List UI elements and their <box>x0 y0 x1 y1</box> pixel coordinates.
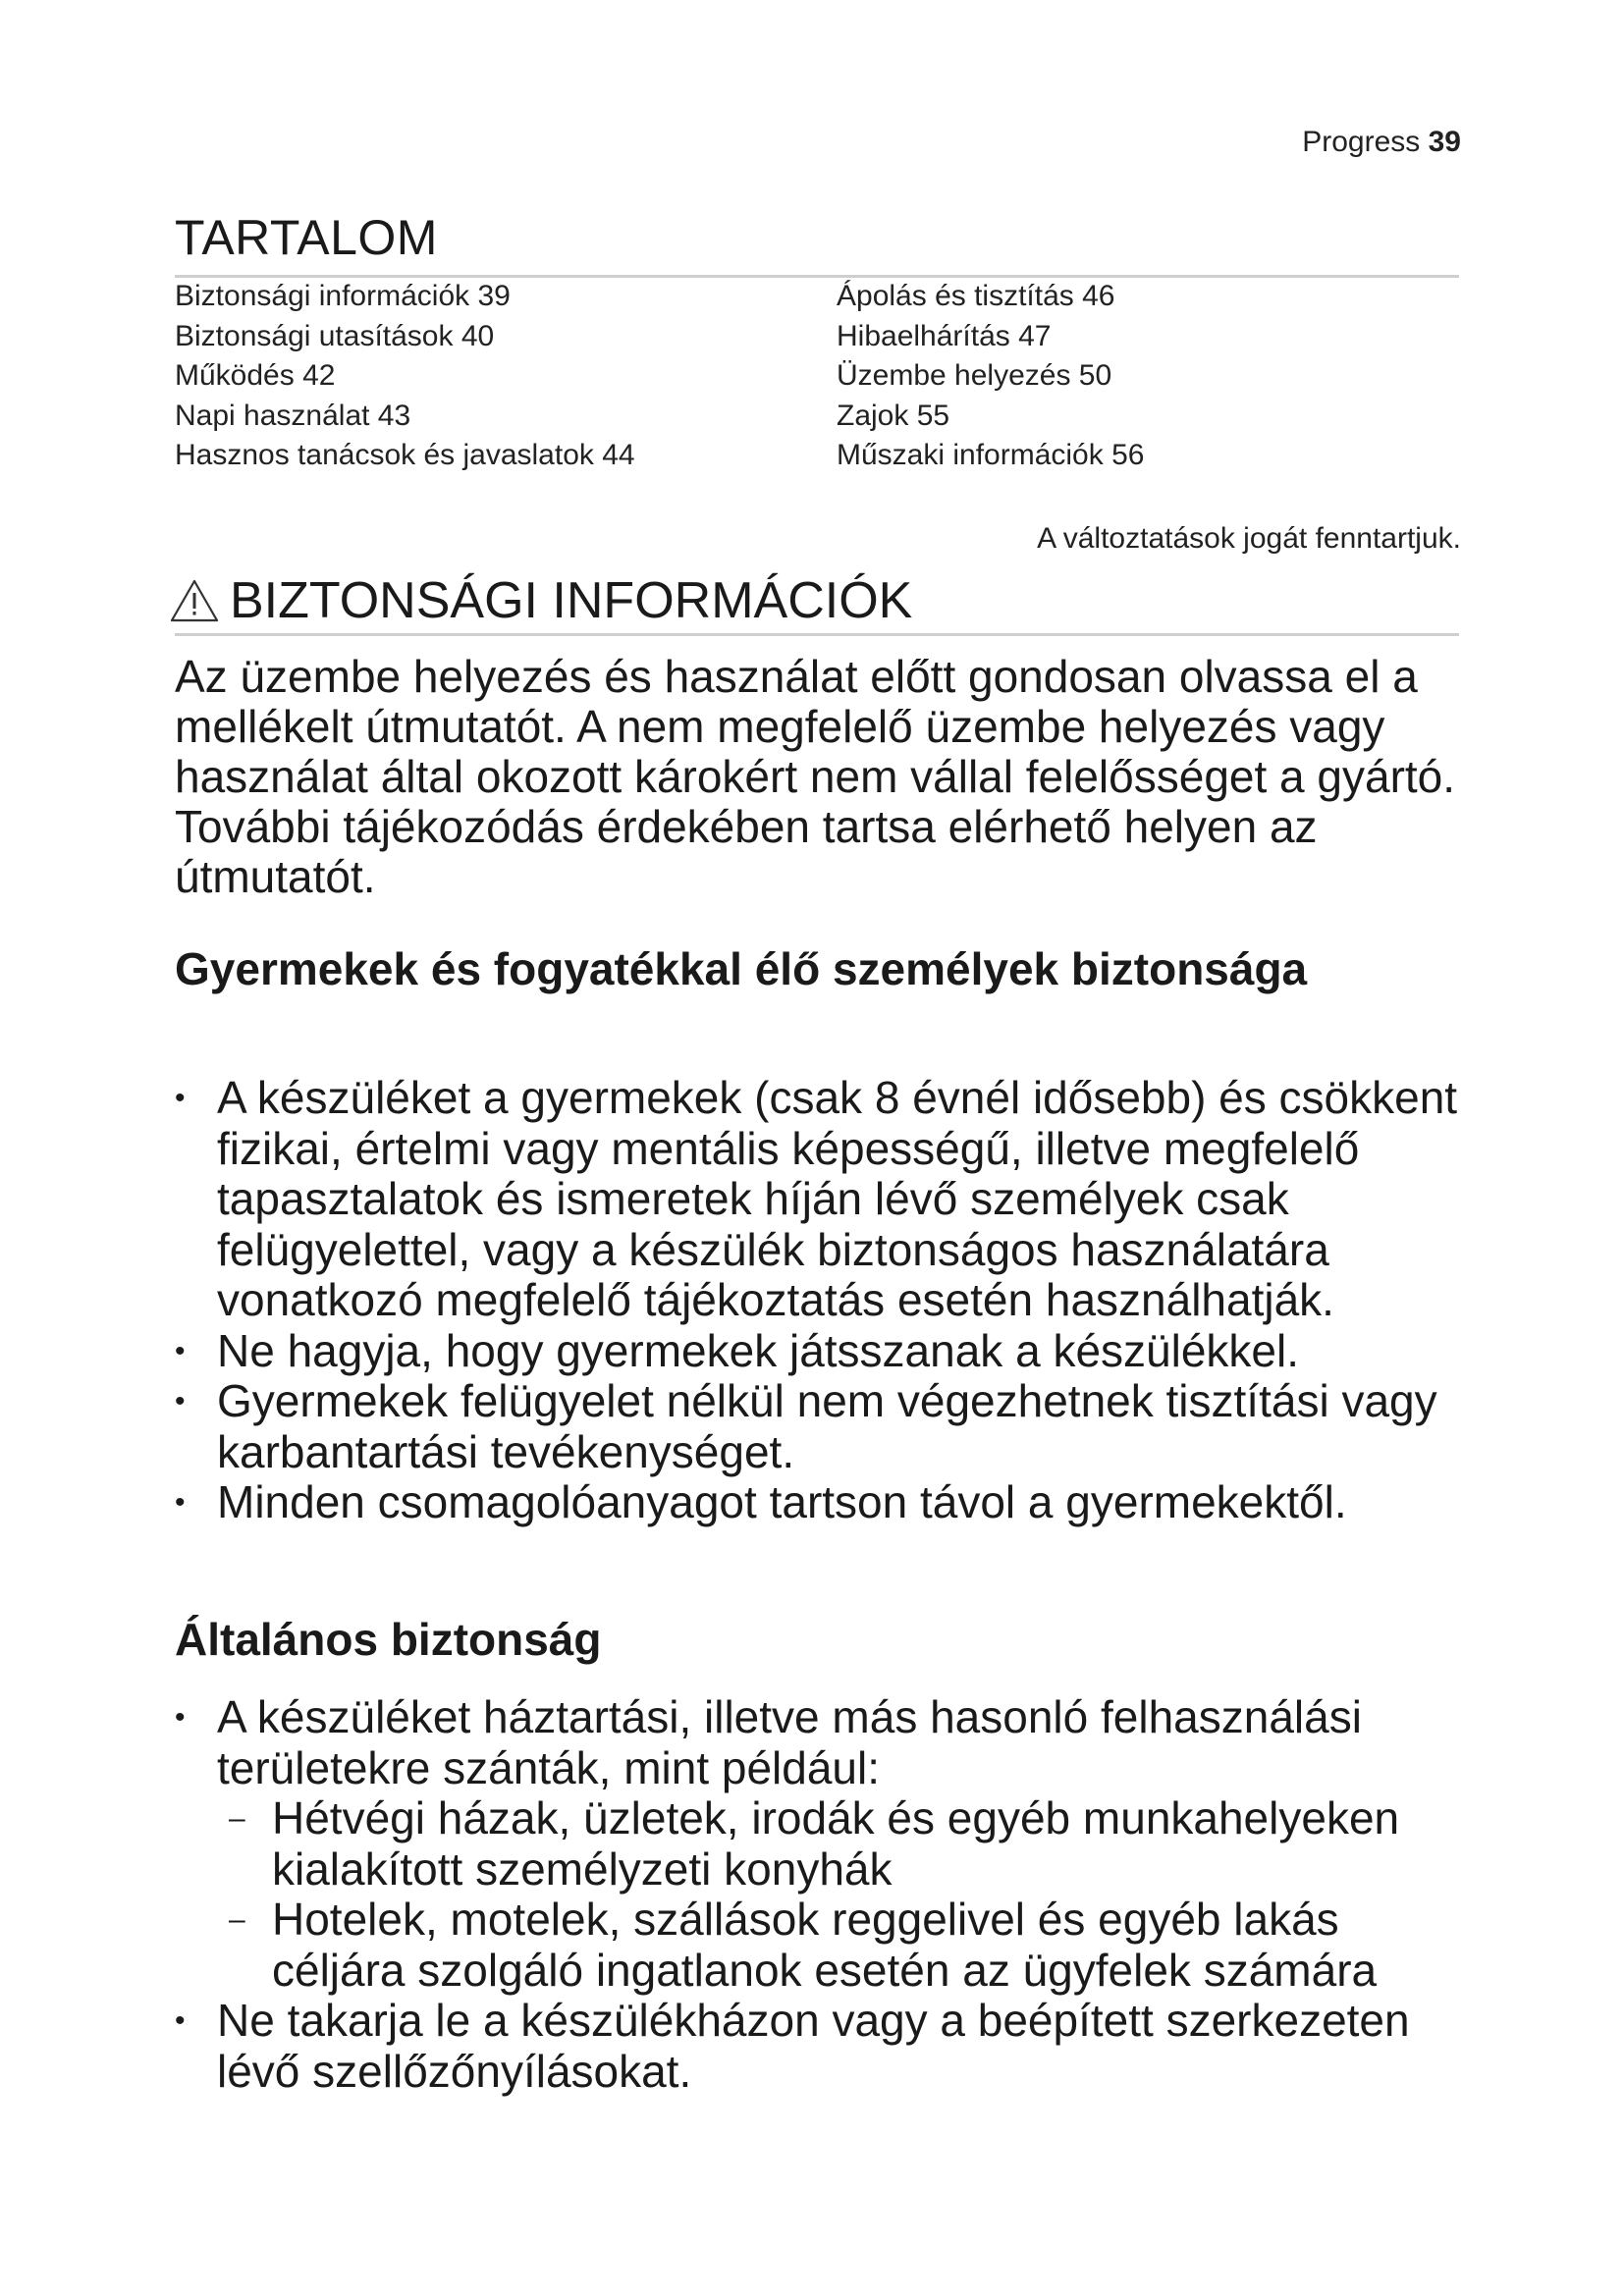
children-safety-list <box>175 1073 1481 1528</box>
toc-item[interactable]: Ápolás és tisztítás 46 <box>837 280 1115 312</box>
toc-item[interactable]: Napi használat 43 <box>175 399 411 432</box>
sub-list-item: – Hétvégi házak, üzletek, irodák és egyéb munkahelyeken kialakított személyzeti konyhák <box>217 1793 1481 1895</box>
list-item: • Gyermekek felügyelet nélkül nem végezhetnek tisztítási vagy karbantartási tevékenységet. <box>175 1376 1481 1477</box>
toc-item[interactable]: Hasznos tanácsok és javaslatok 44 <box>175 439 635 471</box>
intro-paragraph: Az üzembe helyezés és használat előtt gondosan olvassa el a mellékelt útmutatót. A nem megfelelő üzembe helyezés vagy használat által okozott károkért nem vállal felelősséget a gyártó. További tájékozódás érdekében tartsa elérhető helyen az útmutatót. <box>175 651 1456 902</box>
list-item: • Ne hagyja, hogy gyermekek játsszanak a készülékkel. <box>175 1326 1481 1377</box>
children-safety-heading: Gyermekek és fogyatékkal élő személyek biztonsága <box>175 943 1308 994</box>
general-safety-heading: Általános biztonság <box>175 1614 602 1665</box>
brand-name: Progress <box>1302 126 1421 158</box>
toc-item[interactable]: Hibaelhárítás 47 <box>837 319 1052 352</box>
toc-item[interactable]: Üzembe helyezés 50 <box>837 359 1112 392</box>
section-title <box>169 571 912 630</box>
section-divider <box>175 633 1459 636</box>
list-item: • A készüléket a gyermekek (csak 8 évnél idősebb) és csökkent fizikai, értelmi vagy mentális képességű, illetve megfelelő tapasztalatok és ismeretek híján lévő személyek csak felügyelettel, vagy a készülék biztonságos használatára vonatkozó megfelelő tájékoztatás esetén használhatják. <box>175 1073 1481 1326</box>
toc-item[interactable]: Működés 42 <box>175 359 336 392</box>
section-title-text: BIZTONSÁGI INFORMÁCIÓK <box>230 572 913 629</box>
toc-item[interactable]: Biztonsági információk 39 <box>175 280 511 312</box>
toc-item[interactable]: Zajok 55 <box>837 399 950 432</box>
toc-left-column <box>175 277 635 476</box>
toc-item[interactable]: Műszaki információk 56 <box>837 439 1145 471</box>
list-item <box>175 1692 1481 1996</box>
toc-right-column <box>837 277 1144 476</box>
sub-list-item: – Hotelek, motelek, szállások reggelivel és egyéb lakás céljára szolgáló ingatlanok esetén az ügyfelek számára <box>217 1895 1481 1996</box>
warning-triangle-icon <box>169 578 220 623</box>
rights-note: A változtatások jogát fenntartjuk. <box>1037 522 1461 555</box>
toc-item[interactable]: Biztonsági utasítások 40 <box>175 319 495 352</box>
sub-list <box>217 1793 1481 1996</box>
general-safety-list <box>175 1692 1481 2097</box>
list-item: • Ne takarja le a készülékházon vagy a beépített szerkezeten lévő szellőzőnyílásokat. <box>175 1996 1481 2097</box>
page-number: 39 <box>1428 126 1461 158</box>
page-header <box>1302 126 1461 159</box>
list-item: • Minden csomagolóanyagot tartson távol a gyermekektől. <box>175 1477 1481 1528</box>
list-item-text: A készüléket háztartási, illetve más hasonló felhasználási területekre szánták, mint például: <box>217 1691 1362 1793</box>
toc-title: TARTALOM <box>175 210 438 265</box>
